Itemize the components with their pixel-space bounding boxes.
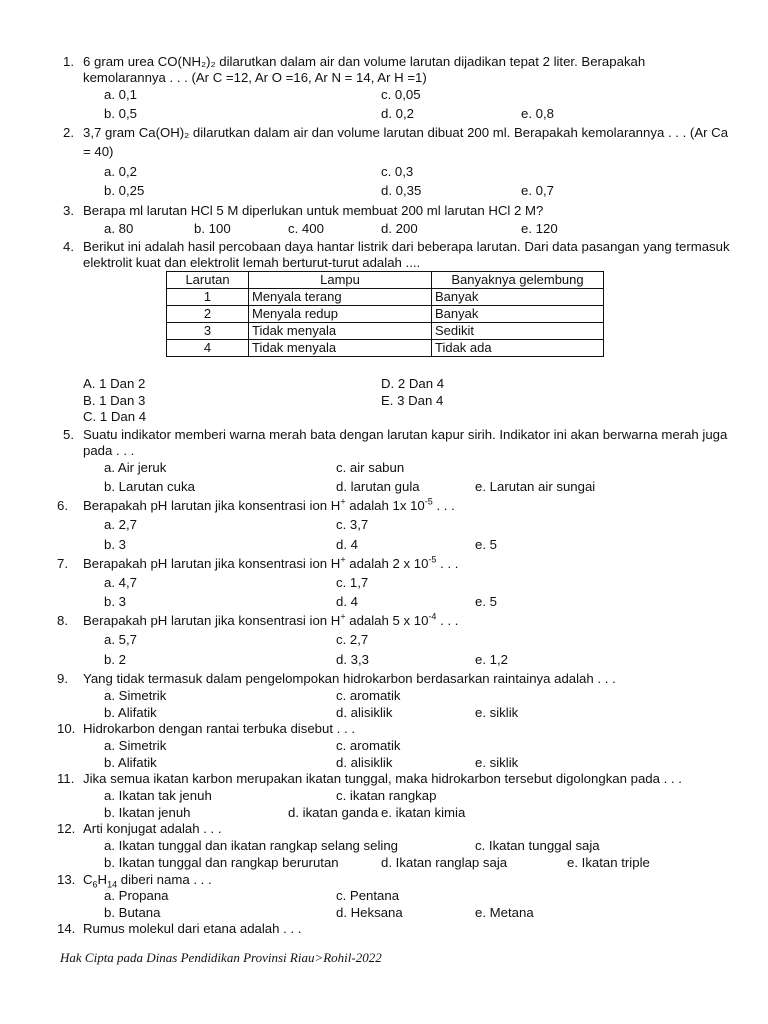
- option-d: d. ikatan ganda: [288, 805, 379, 820]
- question-11-text: Jika semua ikatan karbon merupakan ikatan tunggal, maka hidrokarbon tersebut digolongkan pada . . .: [83, 771, 682, 786]
- option-a: a. Air jeruk: [104, 460, 167, 475]
- table-cell: Banyak: [432, 289, 604, 306]
- table-cell: 1: [167, 289, 249, 306]
- option-d: d. alisiklik: [336, 755, 393, 770]
- option-c: c. 400: [288, 221, 324, 236]
- question-12-number: 12.: [57, 821, 76, 836]
- table-cell: 4: [167, 340, 249, 357]
- option-c: c. ikatan rangkap: [336, 788, 437, 803]
- option-b: b. 3: [104, 537, 126, 552]
- option-e: e. Ikatan triple: [567, 855, 650, 870]
- question-3-number: 3.: [63, 203, 74, 218]
- option-e: e. Metana: [475, 905, 534, 920]
- option-b: B. 1 Dan 3: [83, 393, 146, 408]
- table-header-row: [167, 272, 604, 289]
- option-b: b. 0,5: [104, 106, 137, 121]
- option-a: a. Simetrik: [104, 688, 167, 703]
- question-13-text: $C_6H_{14}$ diberi nama . . .: [83, 872, 212, 890]
- table-cell: Banyak: [432, 306, 604, 323]
- table-row: [167, 323, 604, 340]
- option-c: c. 2,7: [336, 632, 369, 647]
- question-4-number: 4.: [63, 239, 74, 254]
- option-b: b. Ikatan tunggal dan rangkap berurutan: [104, 855, 339, 870]
- table-row: [167, 289, 604, 306]
- option-e: e. siklik: [475, 755, 519, 770]
- question-6-number: 6.: [57, 498, 68, 513]
- option-a: a. 80: [104, 221, 134, 236]
- option-a: a. 4,7: [104, 575, 137, 590]
- table-cell: Menyala redup: [249, 306, 432, 323]
- table-cell: 3: [167, 323, 249, 340]
- option-b: b. Ikatan jenuh: [104, 805, 191, 820]
- question-8-number: 8.: [57, 613, 68, 628]
- option-e: e. 0,7: [521, 183, 554, 198]
- option-a: a. 2,7: [104, 517, 137, 532]
- option-c: c. 0,3: [381, 164, 414, 179]
- question-8-text: Berapakah pH larutan jika konsentrasi ion H+ adalah 5 x $10^{-4}$ . . .: [83, 611, 459, 628]
- option-d: d. 3,3: [336, 652, 369, 667]
- table-cell: Menyala terang: [249, 289, 432, 306]
- question-4-text-cont: elektrolit kuat dan elektrolit lemah berturut-turut adalah ....: [83, 255, 421, 270]
- table-cell: Sedikit: [432, 323, 604, 340]
- question-12-text: Arti konjugat adalah . . .: [83, 821, 222, 836]
- question-2-number: 2.: [63, 125, 74, 140]
- option-b: b. 2: [104, 652, 126, 667]
- option-e: e. 5: [475, 594, 497, 609]
- question-5-number: 5.: [63, 427, 74, 442]
- option-a: a. Ikatan tunggal dan ikatan rangkap selang seling: [104, 838, 399, 853]
- option-b: b. 0,25: [104, 183, 145, 198]
- option-e: e. 5: [475, 537, 497, 552]
- option-e: e. 120: [521, 221, 558, 236]
- question-10-number: 10.: [57, 721, 76, 736]
- option-e: e. 1,2: [475, 652, 508, 667]
- option-c: c. air sabun: [336, 460, 405, 475]
- option-d: d. alisiklik: [336, 705, 393, 720]
- option-b: b. Alifatik: [104, 755, 157, 770]
- option-a: a. 5,7: [104, 632, 137, 647]
- option-a: a. Simetrik: [104, 738, 167, 753]
- option-a: a. Propana: [104, 888, 169, 903]
- option-d: d. 0,35: [381, 183, 422, 198]
- option-c: c. 3,7: [336, 517, 369, 532]
- option-e: E. 3 Dan 4: [381, 393, 444, 408]
- table-cell: Tidak ada: [432, 340, 604, 357]
- question-2-text: 3,7 gram Ca(OH)₂ dilarutkan dalam air dan volume larutan dibuat 200 ml. Berapakah kemolarannya . . . (Ar Ca: [83, 125, 729, 140]
- option-d: d. 0,2: [381, 106, 414, 121]
- option-a: a. 0,2: [104, 164, 137, 179]
- option-d: d. larutan gula: [336, 479, 420, 494]
- question-7-text: Berapakah pH larutan jika konsentrasi ion H+ adalah 2 x $10^{-5}$ . . .: [83, 554, 459, 571]
- copyright-footer: Hak Cipta pada Dinas Pendidikan Provinsi Riau>Rohil-2022: [60, 950, 382, 965]
- conductivity-table: [166, 271, 604, 357]
- option-b: b. Alifatik: [104, 705, 157, 720]
- question-1-text: 6 gram urea CO(NH₂)₂ dilarutkan dalam air dan volume larutan dijadikan tepat 2 liter. Berapakah: [83, 54, 646, 69]
- option-b: b. 100: [194, 221, 231, 236]
- option-c: c. 1,7: [336, 575, 369, 590]
- question-11-number: 11.: [57, 771, 75, 786]
- question-9-number: 9.: [57, 671, 68, 686]
- table-row: [167, 340, 604, 357]
- question-14-number: 14.: [57, 921, 76, 936]
- question-1-number: 1.: [63, 54, 74, 69]
- option-c: c. Ikatan tunggal saja: [475, 838, 600, 853]
- question-5-text-cont: pada . . .: [83, 443, 135, 458]
- option-c: c. aromatik: [336, 688, 401, 703]
- option-c: c. Pentana: [336, 888, 400, 903]
- option-a: A. 1 Dan 2: [83, 376, 146, 391]
- question-7-number: 7.: [57, 556, 68, 571]
- option-d: D. 2 Dan 4: [381, 376, 445, 391]
- table-cell: Tidak menyala: [249, 340, 432, 357]
- question-14-text: Rumus molekul dari etana adalah . . .: [83, 921, 302, 936]
- question-1-text-cont: kemolarannya . . . (Ar C =12, Ar O =16, Ar N = 14, Ar H =1): [83, 70, 427, 85]
- table-cell: Tidak menyala: [249, 323, 432, 340]
- option-e: e. 0,8: [521, 106, 554, 121]
- table-header: Banyaknya gelembung: [432, 272, 604, 289]
- option-d: d. 4: [336, 594, 358, 609]
- question-3-text: Berapa ml larutan HCl 5 M diperlukan untuk membuat 200 ml larutan HCl 2 M?: [83, 203, 544, 218]
- option-b: b. 3: [104, 594, 126, 609]
- option-a: a. Ikatan tak jenuh: [104, 788, 212, 803]
- question-4-text: Berikut ini adalah hasil percobaan daya hantar listrik dari beberapa larutan. Dari data pasangan yang termasuk: [83, 239, 730, 254]
- question-2-text-cont: = 40): [83, 144, 114, 159]
- question-5-text: Suatu indikator memberi warna merah bata dengan larutan kapur sirih. Indikator ini akan berwarna merah juga: [83, 427, 728, 442]
- option-d: d. 200: [381, 221, 418, 236]
- question-6-text: Berapakah pH larutan jika konsentrasi ion H+ adalah 1x $10^{-5}$ . . .: [83, 496, 455, 513]
- question-13-number: 13.: [57, 872, 76, 887]
- option-c: C. 1 Dan 4: [83, 409, 147, 424]
- option-d: d. Heksana: [336, 905, 403, 920]
- table-row: [167, 306, 604, 323]
- option-a: a. 0,1: [104, 87, 137, 102]
- option-c: c. aromatik: [336, 738, 401, 753]
- table-cell: 2: [167, 306, 249, 323]
- option-e: e. ikatan kimia: [381, 805, 466, 820]
- option-e: e. siklik: [475, 705, 519, 720]
- option-b: b. Larutan cuka: [104, 479, 195, 494]
- table-header: Lampu: [249, 272, 432, 289]
- question-9-text: Yang tidak termasuk dalam pengelompokan hidrokarbon berdasarkan raintainya adalah . . .: [83, 671, 616, 686]
- option-b: b. Butana: [104, 905, 161, 920]
- option-c: c. 0,05: [381, 87, 421, 102]
- table-header: Larutan: [167, 272, 249, 289]
- option-e: e. Larutan air sungai: [475, 479, 596, 494]
- option-d: d. Ikatan ranglap saja: [381, 855, 508, 870]
- option-d: d. 4: [336, 537, 358, 552]
- question-10-text: Hidrokarbon dengan rantai terbuka disebut . . .: [83, 721, 355, 736]
